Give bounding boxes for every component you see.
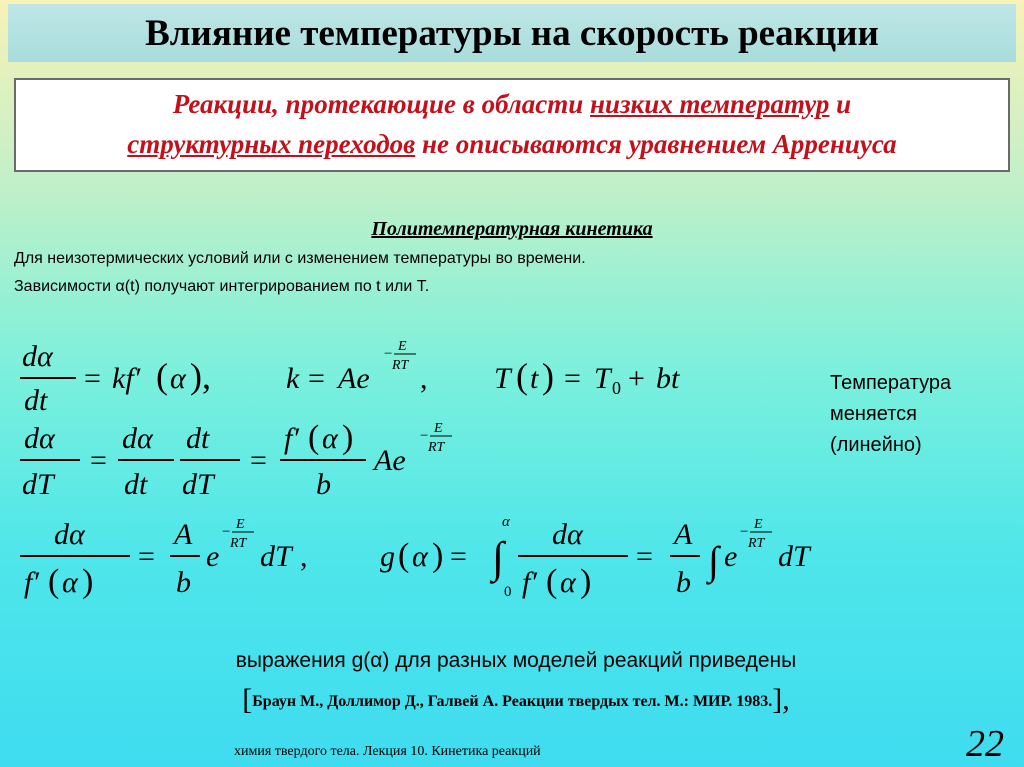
svg-text:RT: RT	[748, 536, 765, 551]
formula-temperature-derivative	[18, 418, 578, 508]
svg-text:T: T	[594, 362, 611, 395]
svg-text:k: k	[286, 362, 300, 395]
callout-text-2: и	[829, 89, 852, 119]
svg-text:α: α	[62, 566, 78, 599]
footer-text: химия твердого тела. Лекция 10. Кинетика реакций	[234, 744, 541, 759]
svg-text:b: b	[176, 566, 191, 599]
svg-text:α: α	[322, 422, 338, 455]
svg-text:Ae: Ae	[374, 444, 406, 477]
svg-text:f′: f′	[24, 566, 39, 599]
svg-text:,: ,	[420, 362, 428, 395]
svg-text:),: ),	[190, 356, 211, 396]
svg-text:): )	[432, 537, 444, 574]
svg-text:+: +	[628, 362, 645, 395]
svg-text:e: e	[724, 540, 738, 573]
svg-text:dα: dα	[54, 518, 85, 551]
svg-text:(: (	[156, 356, 168, 396]
svg-text:A: A	[674, 518, 693, 551]
bottom-text: выражения g(α) для разных моделей реакций приведены	[235, 649, 797, 672]
svg-text:A: A	[174, 518, 193, 551]
svg-text:RT: RT	[392, 358, 409, 373]
title-bar	[8, 4, 1016, 62]
svg-text:=: =	[564, 362, 581, 395]
side-note-line-3: (линейно)	[830, 434, 922, 456]
body-line-2: Зависимости α(t) получают интегрированием по t или T.	[14, 278, 430, 295]
svg-text:g: g	[380, 540, 395, 573]
section-title: Политемпературная кинетика	[371, 218, 653, 240]
svg-text:−: −	[420, 428, 429, 444]
svg-text:bt: bt	[656, 362, 680, 395]
svg-text:α: α	[170, 362, 186, 395]
svg-text:dα: dα	[122, 422, 153, 455]
svg-text:=: =	[308, 362, 325, 395]
svg-text:α: α	[560, 566, 576, 599]
svg-text:(: (	[308, 419, 320, 456]
svg-text:−: −	[384, 346, 393, 362]
svg-text:): )	[342, 419, 354, 456]
svg-text:,: ,	[300, 540, 308, 573]
svg-text:): )	[82, 563, 94, 600]
svg-text:): )	[542, 356, 554, 396]
svg-text:E: E	[236, 517, 245, 532]
svg-text:E: E	[434, 421, 443, 436]
svg-text:dT: dT	[182, 468, 214, 501]
callout-underlined-1: низких температур	[590, 89, 830, 119]
svg-text:dT: dT	[260, 540, 292, 573]
callout-text-1: Реакции, протекающие в области	[172, 89, 591, 119]
svg-text:dt: dt	[186, 422, 210, 455]
svg-text:Ae: Ae	[338, 362, 370, 395]
slide-title: Влияние температуры на скорость реакции	[145, 12, 879, 54]
citation-close-bracket: ],	[772, 683, 790, 716]
svg-text:0: 0	[612, 378, 621, 398]
svg-text:∫: ∫	[492, 533, 505, 582]
svg-text:f′: f′	[522, 566, 537, 599]
citation-open-bracket: [	[242, 683, 253, 716]
citation	[0, 683, 1024, 717]
svg-text:=: =	[138, 540, 155, 573]
callout-box	[14, 78, 1010, 172]
svg-text:dT: dT	[22, 468, 54, 501]
svg-text:α: α	[502, 514, 510, 530]
svg-text:kf′: kf′	[112, 362, 141, 395]
svg-text:RT: RT	[428, 440, 445, 455]
svg-text:(: (	[48, 563, 60, 600]
svg-text:dα: dα	[552, 518, 583, 551]
side-note-line-2: меняется	[830, 403, 917, 425]
svg-text:E: E	[754, 517, 763, 532]
svg-text:dα: dα	[22, 340, 53, 373]
formula-integral-g	[18, 510, 878, 606]
svg-text:−: −	[222, 524, 231, 540]
svg-text:=: =	[636, 540, 653, 573]
svg-text:b: b	[316, 468, 331, 501]
svg-text:f′: f′	[284, 422, 299, 455]
side-note-line-1: Температура	[830, 372, 952, 394]
svg-text:∫: ∫	[708, 538, 719, 583]
svg-text:T: T	[494, 362, 511, 395]
svg-text:=: =	[250, 444, 267, 477]
callout-underlined-2: структурных переходов	[127, 129, 416, 159]
svg-text:=: =	[84, 362, 101, 395]
side-note	[830, 368, 951, 461]
svg-text:(: (	[546, 563, 558, 600]
svg-text:dT: dT	[778, 540, 810, 573]
svg-text:dα: dα	[24, 422, 55, 455]
svg-text:RT: RT	[230, 536, 247, 551]
svg-text:dt: dt	[24, 384, 48, 417]
svg-text:α: α	[412, 540, 428, 573]
formula-rate-equation	[18, 336, 738, 420]
svg-text:=: =	[450, 540, 467, 573]
svg-text:b: b	[676, 566, 691, 599]
svg-text:e: e	[206, 540, 220, 573]
svg-text:=: =	[90, 444, 107, 477]
svg-text:): )	[580, 563, 592, 600]
svg-text:0: 0	[504, 584, 512, 600]
citation-text: Браун М., Доллимор Д., Галвей А. Реакции твердых тел. М.: МИР. 1983.	[252, 693, 773, 710]
svg-text:dt: dt	[124, 468, 148, 501]
svg-text:E: E	[398, 339, 407, 354]
svg-text:t: t	[530, 362, 539, 395]
svg-text:−: −	[740, 524, 749, 540]
svg-text:(: (	[516, 356, 528, 396]
slide-number: 22	[966, 723, 1004, 765]
body-line-1: Для неизотермических условий или с изменением температуры во времени.	[14, 250, 586, 267]
callout-text-3: не описываются уравнением Аррениуса	[415, 129, 897, 159]
svg-text:(: (	[398, 537, 410, 574]
